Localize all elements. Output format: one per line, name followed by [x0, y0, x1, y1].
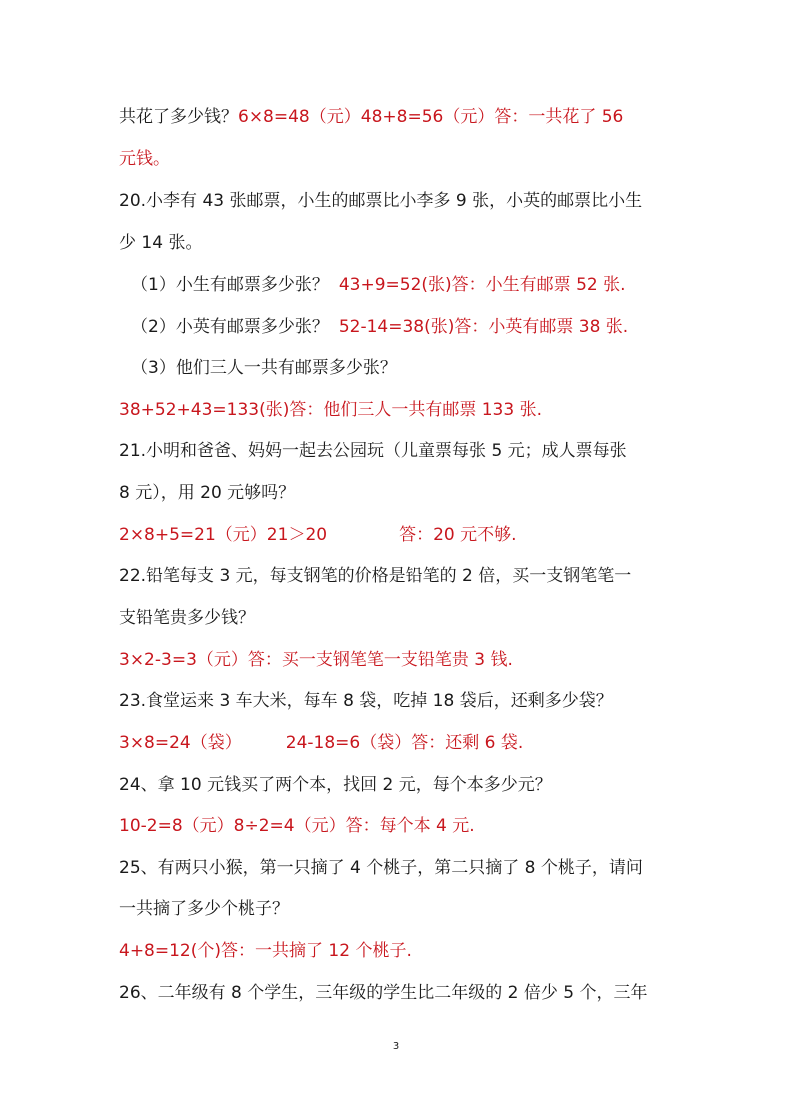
answer-text: 6×8=48（元）48+8=56（元）答：一共花了 56: [238, 107, 624, 127]
answer-calc: 3×8=24（袋）: [119, 733, 242, 753]
answer-line: [119, 523, 517, 547]
question-line: 25、有两只小猴，第一只摘了 4 个桃子，第二只摘了 8 个桃子，请问: [119, 858, 643, 878]
question-line: 8 元），用 20 元够吗？: [119, 483, 296, 503]
answer-line: 3×2-3=3（元）答：买一支钢笔笔一支铅笔贵 3 钱.: [119, 650, 513, 670]
sub-question-line: [131, 315, 628, 339]
question-text: （2）小英有邮票多少张？: [131, 317, 329, 337]
question-text: 共花了多少钱？: [119, 107, 238, 127]
question-line: 支铅笔贵多少钱？: [119, 608, 255, 628]
question-line: 少 14 张。: [119, 233, 203, 253]
question-line: 一共摘了多少个桃子？: [119, 899, 289, 919]
answer-line: 38+52+43=133(张)答：他们三人一共有邮票 133 张.: [119, 400, 542, 420]
question-text: （1）小生有邮票多少张？: [131, 275, 329, 295]
question-line: 22.铅笔每支 3 元，每支钢笔的价格是铅笔的 2 倍，买一支钢笔笔一: [119, 566, 632, 586]
sub-question-line: [131, 273, 626, 297]
answer-text: 43+9=52(张)答：小生有邮票 52 张.: [338, 275, 626, 295]
question-line: 21.小明和爸爸、妈妈一起去公园玩（儿童票每张 5 元；成人票每张: [119, 441, 627, 461]
sub-question-line: （3）他们三人一共有邮票多少张？: [131, 358, 397, 378]
answer-text: 答：20 元不够.: [399, 525, 517, 545]
question-line: 20.小李有 43 张邮票，小生的邮票比小李多 9 张，小英的邮票比小生: [119, 191, 643, 211]
question-line: 24、拿 10 元钱买了两个本，找回 2 元，每个本多少元？: [119, 775, 552, 795]
question-line: 23.食堂运来 3 车大米，每车 8 袋，吃掉 18 袋后，还剩多少袋？: [119, 691, 613, 711]
answer-text: 52-14=38(张)答：小英有邮票 38 张.: [338, 317, 629, 337]
answer-line: [119, 731, 523, 755]
answer-text: 24-18=6（袋）答：还剩 6 袋.: [285, 733, 524, 753]
answer-line: 4+8=12(个)答：一共摘了 12 个桃子.: [119, 941, 412, 961]
answer-line: 元钱。: [119, 149, 170, 169]
page-number: 3: [392, 1041, 400, 1052]
text-line: [119, 105, 623, 129]
question-line: 26、二年级有 8 个学生，三年级的学生比二年级的 2 倍少 5 个，三年: [119, 983, 648, 1003]
answer-line: 10-2=8（元）8÷2=4（元）答：每个本 4 元.: [119, 816, 475, 836]
answer-calc: 2×8+5=21（元）21＞20: [119, 525, 328, 545]
